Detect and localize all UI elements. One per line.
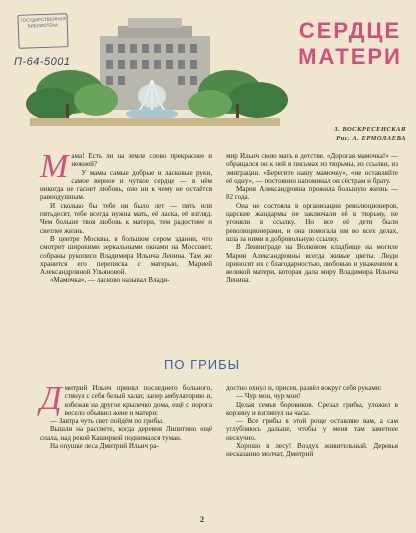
page-number: 2 bbox=[200, 515, 204, 524]
dropcap: М bbox=[40, 148, 69, 185]
dropcap: Д bbox=[40, 380, 62, 417]
article-title bbox=[290, 18, 410, 70]
paragraph: И сколько бы тебе ни было лет — пять или пятьдесят, тебе всегда нужна мать, её ласка, её взгляд. Чем больше твоя любовь к матери, тем радостнее и светлее жизнь. bbox=[40, 201, 212, 235]
paragraph: «Мамочка», — ласково называл Влади- bbox=[50, 276, 170, 285]
paragraph: У мамы самые добрые и ласковые руки, самое верное и чуткое сердце — в нём никогда не гаснет любовь, оно ни к чему не остаётся равнодушным. bbox=[40, 168, 212, 202]
paragraph: Целая семья боровиков. Срезал грибы, уложил в корзину и взглянул на часы. bbox=[226, 400, 398, 417]
article2-column-1 bbox=[40, 380, 212, 451]
paragraph: мир Ильич свою мать в детстве. «Дорогая мамочка!» — обращался он к ней в письмах из тюрьмы, из ссылки, из эмиграции. «Берегите нашу мамочку», «не оставляйте её одну», — постоянно напоминал он сёстрам и брату. bbox=[226, 152, 398, 185]
article1-column-1 bbox=[40, 148, 212, 285]
library-stamp: ГОСУДАРСТВЕННАЯ БИБЛИОТЕКА bbox=[17, 13, 68, 49]
paragraph: — Все грибы в этой роще оставляю вам, а сам углубляюсь дальше, чтобы у меня там заметнее нескучно. bbox=[226, 417, 398, 442]
paragraph: В Ленинграде на Волковом кладбище на могиле Марии Александровны всегда живые цветы. Люди приносят их с благодарностью, любовью и уважением к великой матери, которая дала миру Владимира Ильича Ленина. bbox=[226, 243, 398, 285]
article2-column-2 bbox=[226, 384, 398, 459]
paragraph: Вышли на рассвете, когда деревня Липитино ещё спала, над рекой Каширкой поднимался туман. bbox=[40, 425, 212, 442]
paragraph: достно охнул и, присев, развёл вокруг себя руками: bbox=[226, 384, 382, 392]
article1-column-2 bbox=[226, 152, 398, 285]
section-heading: ПО ГРИБЫ bbox=[164, 357, 241, 372]
paragraph: Мария Александровна прожила большую жизнь — 82 года. bbox=[226, 185, 398, 202]
paragraph: — Завтра чуть свет пойдём по грибы. bbox=[50, 417, 164, 426]
article-author: З. ВОСКРЕСЕНСКАЯ bbox=[334, 126, 406, 133]
paragraph: На опушке леса Дмитрий Ильич ра- bbox=[50, 442, 159, 451]
title-line-2: МАТЕРИ bbox=[298, 44, 402, 69]
paragraph: Она не состояла в организации революционеров, царские жандармы не заключали её в тюрьму, не угоняли в ссылку. Но все её дети были революционерами, и она помогала им во всех делах, шла за ними в добровольную ссылку. bbox=[226, 201, 398, 243]
paragraph: — Чур мои, чур мои! bbox=[236, 392, 301, 401]
article-illustrator: Рис. А. ЕРМОЛАЕВА bbox=[336, 135, 406, 142]
inventory-number: П-64-5001 bbox=[14, 56, 71, 68]
paragraph: Мама! Есть ли на земле слово прекраснее и нежней? bbox=[40, 148, 212, 185]
paragraph: В центре Москвы, в большом сером здании, что смотрит широкими зеркальными окнами на Моссовет, собраны рукописи Владимира Ильича Ленина. Там же хранится его переписка с матерью, Марией Александровной Ульяновой. bbox=[40, 234, 212, 277]
paragraph: Дмитрий Ильич принял последнего больного, стянул с себя белый халат, запер амбулаторию и, взбежав на другое крылечко дома, ещё с порога весело объявил жене и матери: bbox=[40, 380, 212, 417]
title-line-1: СЕРДЦЕ bbox=[298, 18, 402, 43]
paragraph: Хорошо в лесу! Воздух живительный. Деревья несказанно молчат, Дмитрий bbox=[226, 442, 398, 459]
